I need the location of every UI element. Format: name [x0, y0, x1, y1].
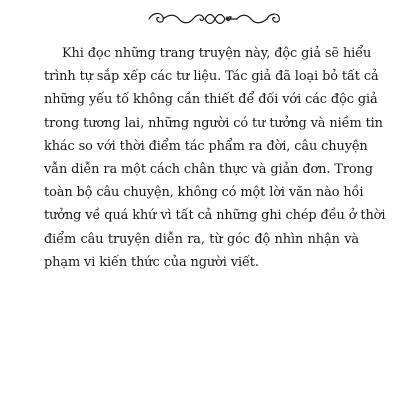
- paragraph-line: toàn bộ câu chuyện, không có một lời văn nào hồi: [44, 185, 364, 201]
- body-paragraph: [44, 42, 386, 274]
- paragraph-line: khác so với thời điểm tác phẩm ra đời, câu chuyện: [44, 138, 368, 154]
- paragraph-line: vẫn diễn ra một cách chân thực và giản đơn. Trong: [44, 162, 373, 178]
- paragraph-line: tưởng về quá khứ vì tất cả những ghi chép đều ở thời: [44, 208, 386, 224]
- decorative-flourish-icon: [145, 8, 285, 30]
- paragraph-line: phạm vi kiến thức của người viết.: [44, 254, 259, 270]
- paragraph-line: trình tự sắp xếp các tư liệu. Tác giả đã loại bỏ tất cả: [44, 69, 379, 85]
- paragraph-line: trong tương lai, những người có tư tưởng và niềm tin: [44, 115, 383, 131]
- paragraph-line: Khi đọc những trang truyện này, độc giả sẽ hiểu: [62, 46, 372, 61]
- paragraph-line: những yếu tố không cần thiết để đối với các độc giả: [44, 92, 378, 108]
- paragraph-line: điểm câu truyện diễn ra, từ góc độ nhìn nhận và: [44, 231, 359, 247]
